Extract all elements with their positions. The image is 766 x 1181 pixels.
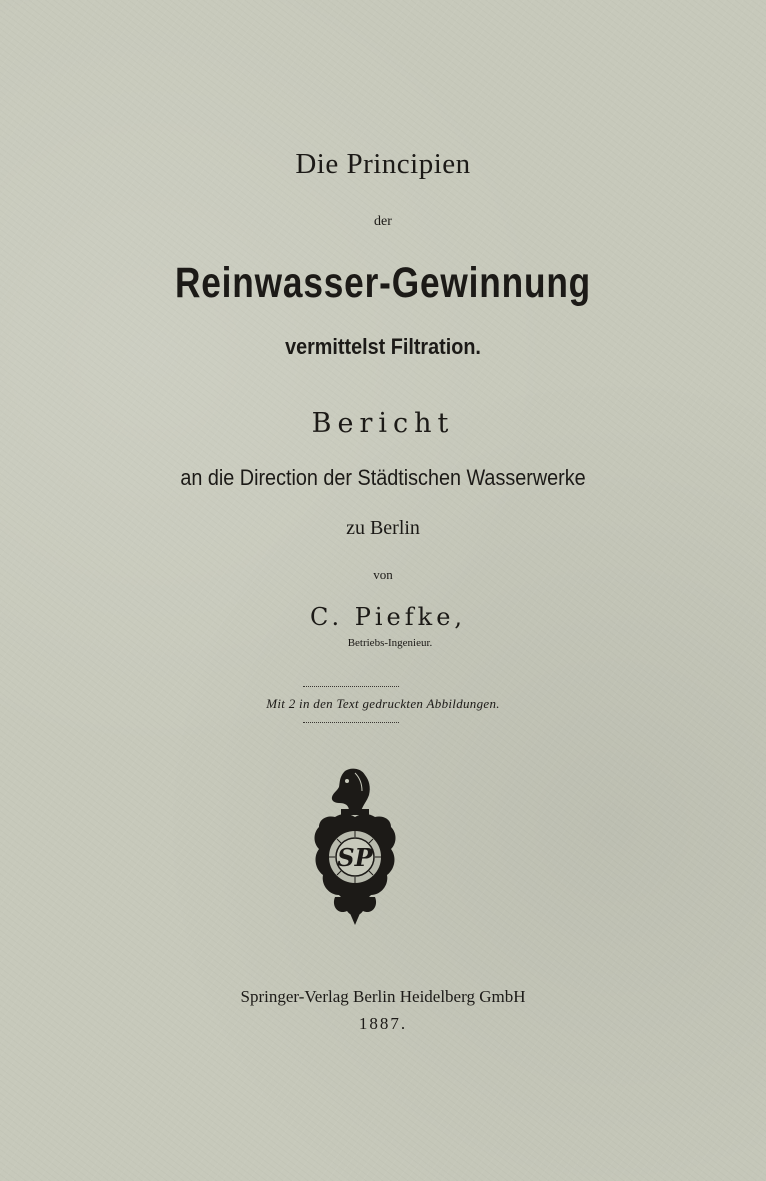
report-label: Bericht — [311, 408, 455, 439]
divider-bottom — [303, 722, 399, 723]
by-label: von — [373, 567, 393, 582]
title-line-2: der — [374, 214, 392, 229]
city: zu Berlin — [346, 517, 420, 539]
springer-knight-emblem-icon — [305, 765, 405, 930]
author-role: Betriebs-Ingenieur. — [347, 637, 433, 649]
svg-text:SP: SP — [337, 843, 373, 872]
subtitle: vermittelst Filtration. — [285, 334, 481, 359]
addressee: an die Direction der Städtischen Wasserwerke — [180, 465, 586, 490]
author-name: C. Piefke, — [309, 603, 467, 631]
title-line-1: Die Principien — [295, 148, 471, 180]
figures-note: Mit 2 in den Text gedruckten Abbildungen. — [266, 696, 500, 711]
main-title: Reinwasser-Gewinnung — [174, 259, 592, 307]
publication-year: 1887. — [358, 1014, 408, 1033]
divider-top — [303, 686, 399, 687]
publisher: Springer-Verlag Berlin Heidelberg GmbH — [240, 987, 526, 1006]
